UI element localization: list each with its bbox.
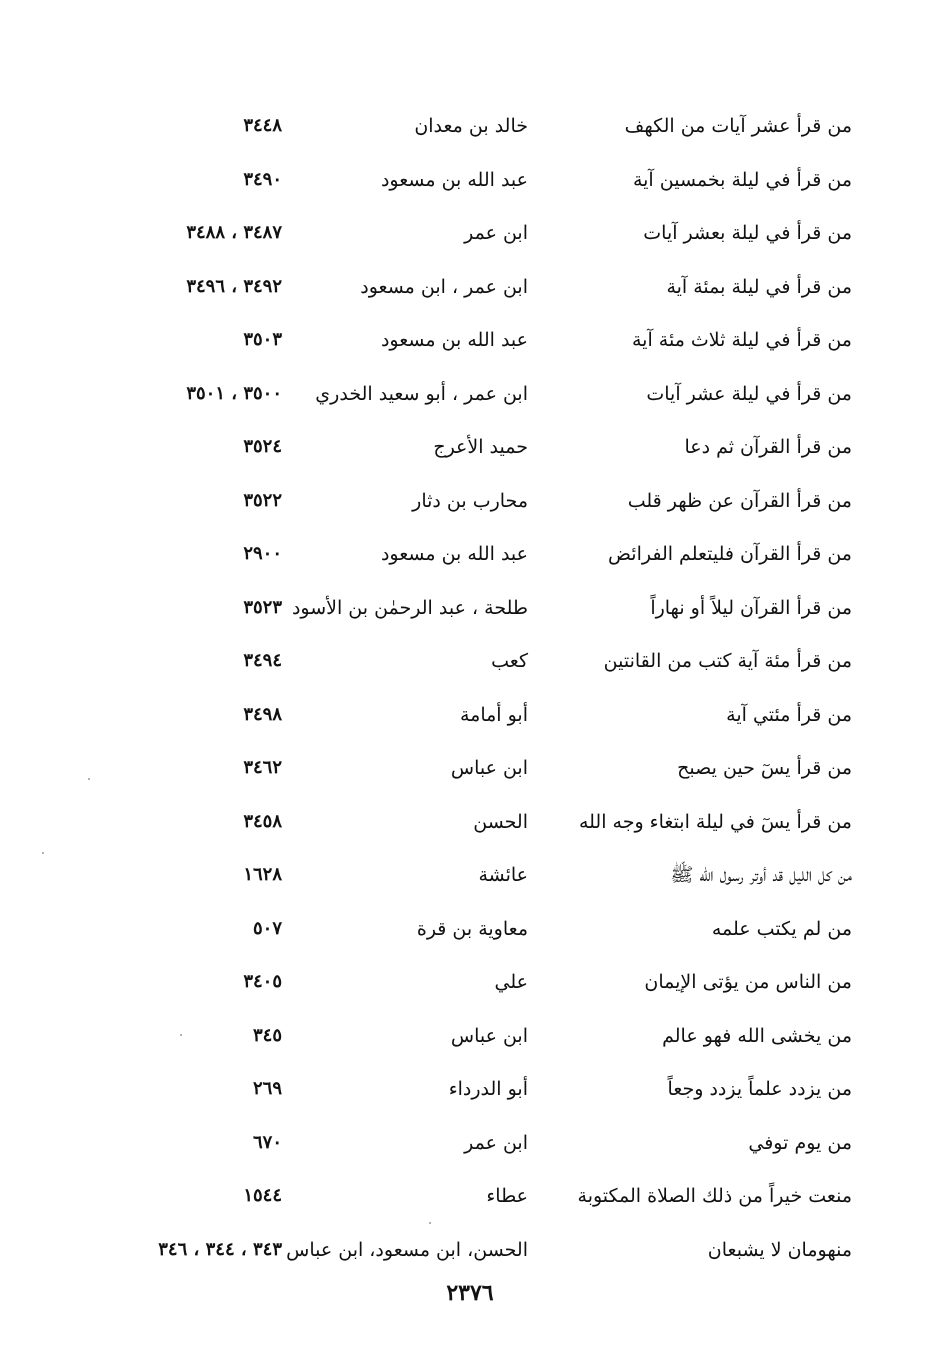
entry-reference-numbers: ٣٤٥ (252, 1024, 282, 1046)
index-row (0, 475, 940, 529)
entry-text: من قرأ القرآن ليلاً أو نهاراً (650, 596, 852, 619)
entry-narrator: علي (494, 971, 528, 993)
entry-narrator: عبد الله بن مسعود (380, 543, 528, 565)
index-row (0, 1224, 940, 1278)
entry-text: من يوم توفي (748, 1131, 852, 1154)
index-row (0, 1117, 940, 1171)
entry-text: منهومان لا يشبعان (707, 1238, 852, 1261)
entry-reference-numbers: ٣٤٩٢ ، ٣٤٩٦ (186, 275, 282, 297)
entry-narrator: كعب (491, 650, 528, 672)
entry-text: من قرأ عشر آيات من الكهف (624, 115, 852, 137)
entry-reference-numbers: ٣٤٨٧ ، ٣٤٨٨ (186, 222, 282, 243)
index-row (0, 100, 940, 154)
index-row (0, 849, 940, 903)
entry-reference-numbers: ٣٤٦٢ (243, 757, 282, 778)
index-row (0, 154, 940, 208)
entry-reference-numbers: ٣٤٣ ، ٣٤٤ ، ٣٤٦ (158, 1238, 282, 1260)
scan-speck (88, 778, 90, 780)
entry-text: من الناس من يؤتى الإيمان (644, 971, 852, 993)
entry-text: من قرأ القرآن ثم دعا (684, 436, 852, 458)
index-row (0, 207, 940, 261)
entry-narrator: ابن عمر (464, 1131, 528, 1154)
entry-narrator: الحسن، ابن مسعود، ابن عباس (286, 1238, 528, 1261)
index-row (0, 903, 940, 957)
index-row (0, 528, 940, 582)
entry-text: من قرأ في ليلة بمئة آية (666, 275, 852, 298)
index-table (0, 100, 940, 1277)
entry-reference-numbers: ٣٤٩٠ (243, 168, 282, 190)
entry-reference-numbers: ١٦٢٨ (243, 864, 282, 885)
entry-text: من يزدد علماً يزدد وجعاً (667, 1078, 852, 1100)
entry-narrator: ابن عمر ، ابن مسعود (360, 275, 528, 298)
entry-text: من قرأ مئة آية كتب من القانتين (603, 650, 852, 672)
entry-reference-numbers: ٣٤٩٤ (243, 650, 282, 671)
entry-text: من قرأ القرآن عن ظهر قلب (627, 489, 852, 512)
entry-text: من يخشى الله فهو عالم (662, 1024, 852, 1047)
entry-reference-numbers: ٣٤٠٥ (243, 971, 282, 992)
entry-reference-numbers: ٣٥٢٢ (243, 489, 282, 511)
entry-text: من كل الليل قد أوتر رسول الله ﷺ (670, 864, 852, 886)
entry-narrator: طلحة ، عبد الرحمٰن بن الأسود (291, 596, 528, 619)
entry-text: من قرأ في ليلة بخمسين آية (632, 168, 852, 191)
entry-text: من قرأ مئتي آية (726, 703, 852, 726)
index-row (0, 635, 940, 689)
entry-narrator: عائشة (478, 864, 528, 886)
entry-reference-numbers: ٢٦٩ (252, 1078, 282, 1099)
entry-reference-numbers: ٣٤٤٨ (243, 115, 282, 136)
entry-reference-numbers: ٣٥٠٠ ، ٣٥٠١ (186, 382, 282, 404)
index-row (0, 1010, 940, 1064)
entry-text: منعت خيراً من ذلك الصلاة المكتوبة (577, 1185, 852, 1207)
index-row (0, 421, 940, 475)
entry-narrator: معاوية بن قرة (416, 917, 528, 940)
index-row (0, 1170, 940, 1224)
entry-reference-numbers: ٣٤٩٨ (243, 703, 282, 725)
entry-narrator: أبو الدرداء (448, 1078, 528, 1100)
entry-text: من قرأ يسٓ في ليلة ابتغاء وجه الله (578, 810, 852, 833)
entry-reference-numbers: ٢٩٠٠ (243, 543, 282, 564)
entry-narrator: ابن عباس (450, 757, 528, 779)
entry-reference-numbers: ٣٥٠٣ (243, 329, 282, 350)
entry-text: من قرأ في ليلة ثلاث مئة آية (631, 329, 852, 351)
entry-reference-numbers: ٦٧٠ (252, 1131, 282, 1153)
entry-text: من قرأ القرآن فليتعلم الفرائض (608, 543, 852, 565)
entry-reference-numbers: ٥٠٧ (252, 917, 282, 939)
entry-narrator: ابن عمر (464, 222, 528, 244)
entry-narrator: عبد الله بن مسعود (380, 168, 528, 191)
entry-narrator: عطاء (486, 1185, 528, 1207)
page-number: ٢٣٧٦ (446, 1280, 494, 1306)
scan-speck (42, 852, 44, 854)
entry-text: من لم يكتب علمه (711, 917, 852, 940)
entry-narrator: ابن عمر ، أبو سعيد الخدري (315, 382, 528, 405)
entry-text: من قرأ في ليلة عشر آيات (646, 382, 852, 405)
scan-speck (180, 1034, 182, 1036)
entry-narrator: الحسن (473, 810, 528, 833)
entry-reference-numbers: ٣٤٥٨ (243, 810, 282, 832)
entry-narrator: حميد الأعرج (433, 436, 528, 458)
scan-speck (429, 1222, 431, 1224)
index-row (0, 314, 940, 368)
entry-narrator: أبو أمامة (459, 703, 528, 726)
index-row (0, 1063, 940, 1117)
index-row (0, 582, 940, 636)
index-row (0, 368, 940, 422)
entry-narrator: محارب بن دثار (412, 489, 528, 512)
index-row (0, 261, 940, 315)
entry-narrator: عبد الله بن مسعود (380, 329, 528, 351)
entry-narrator: ابن عباس (450, 1024, 528, 1047)
index-row (0, 956, 940, 1010)
entry-narrator: خالد بن معدان (414, 115, 528, 137)
index-row (0, 796, 940, 850)
entry-reference-numbers: ٣٥٢٣ (243, 596, 282, 618)
index-row (0, 689, 940, 743)
entry-text: من قرأ يسٓ حين يصبح (677, 757, 852, 779)
entry-reference-numbers: ١٥٤٤ (243, 1185, 282, 1206)
entry-text: من قرأ في ليلة بعشر آيات (643, 222, 852, 244)
entry-reference-numbers: ٣٥٢٤ (243, 436, 282, 457)
index-row (0, 742, 940, 796)
